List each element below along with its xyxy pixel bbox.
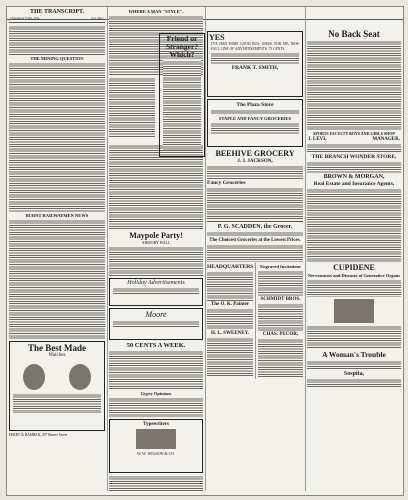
headline-style: WHERE A MAN "STYLE". (128, 9, 184, 14)
nerve-line: Nervousness and Diseases of Generative Organs (307, 273, 401, 278)
schmidt: SCHMIDT BROS. (260, 297, 301, 302)
typewriter-image (136, 429, 176, 449)
yes-title: YES (209, 33, 225, 42)
text-block (9, 219, 105, 339)
masthead-left: Chippewa Falls, Wis. (10, 16, 40, 20)
branch-store: THE BRANCH WONDER STORE, (311, 154, 397, 160)
typewriter-title: Typewriters (143, 422, 169, 427)
friend-ad (159, 33, 205, 157)
typewriter-ad (109, 419, 203, 473)
watch-image (69, 364, 91, 390)
headline-mining: THE MINING QUESTION (30, 56, 84, 61)
maypole-title: Maypole Party! (129, 231, 183, 240)
column-4 (305, 7, 403, 491)
brown-morgan: BROWN & MORGAN, (323, 174, 385, 180)
holiday-ad-title: Holiday Advertisements (127, 280, 185, 286)
watch-image (23, 364, 45, 390)
text-block (9, 62, 105, 212)
yes-text: I'VE HAD SOME GOOD BUS- INESS. FOR ME, NEW FALL LINE OF ADVERTISEMENTS. 75 CENTS. (211, 42, 299, 51)
woman-trouble: A Woman's Trouble (322, 350, 386, 359)
ok-painter: The O. K. Painter (210, 302, 250, 307)
maypole-sub: ARMORY HALL (141, 240, 171, 245)
masthead-right: Sat. Dec. (91, 16, 104, 20)
cupidene-image (334, 299, 374, 323)
column-1 (7, 7, 108, 491)
sweeney: H. L. SWEENEY. (210, 331, 250, 336)
real-estate: Real Estate and Insurance Agents, (313, 181, 395, 187)
typewriter-sub: W. W. WIGSON & CO. (136, 451, 176, 456)
sports-line: SPORTS FACULTY BOYS AND GIRLS SHOP (313, 131, 395, 136)
watch-ad (9, 341, 105, 431)
beehive-title: BEEHIVE GROCERY (215, 149, 295, 158)
headquarters: HEADQUARTERS (207, 264, 254, 270)
cupidene-title: CUPIDENE (333, 263, 375, 272)
levi: J. LEVI, (308, 137, 327, 142)
column-2 (107, 7, 206, 491)
gypsy-title: Gypsy Opinions (140, 391, 172, 396)
noback-title: No Back Seat (328, 29, 380, 39)
sospita: Sospita, (343, 371, 365, 377)
manager: MANAGER. (372, 137, 400, 142)
fancy-groceries: Fancy Groceries (207, 180, 246, 186)
pecor: CHAS. PECOR, (262, 332, 299, 337)
headline-railway: BURNT RAILWAYMEN NEWS (25, 213, 89, 218)
watch-ad-sub: Watches (48, 353, 66, 358)
text-block (9, 25, 105, 55)
choicest: The Choicest Groceries at the Lowest Prices. (209, 238, 301, 243)
masthead-title: THE TRANSCRIPT. (29, 9, 85, 15)
column-3 (205, 7, 306, 491)
plaza-title: The Plaza Store (236, 102, 274, 108)
plaza-sub: STAPLE AND FANCY GROCERIES (218, 116, 292, 121)
footer-line: FERRY & RAMBER, 297 Burnet Street (9, 433, 68, 437)
fifty-cents-title: 50 CENTS A WEEK. (126, 342, 186, 349)
watch-ad-title: The Best Made (28, 343, 86, 353)
plaza-ad (207, 99, 303, 147)
jackson: J. J. JACKSON, (237, 159, 273, 164)
engraved: Engraved Invitations (260, 264, 301, 269)
yes-ad (207, 31, 303, 97)
moore-ad (109, 308, 203, 340)
frank-smith: FRANK T. SMITH, (231, 65, 279, 72)
newspaper-page (6, 6, 404, 496)
moore-ad-title: Moore (145, 310, 167, 319)
scadden: P. G. SCADDEN, the Grocer. (217, 224, 293, 230)
text-block (109, 77, 155, 137)
holiday-ad (109, 278, 203, 306)
friend-ad-title: Friend or Stranger? Which? (165, 34, 199, 59)
